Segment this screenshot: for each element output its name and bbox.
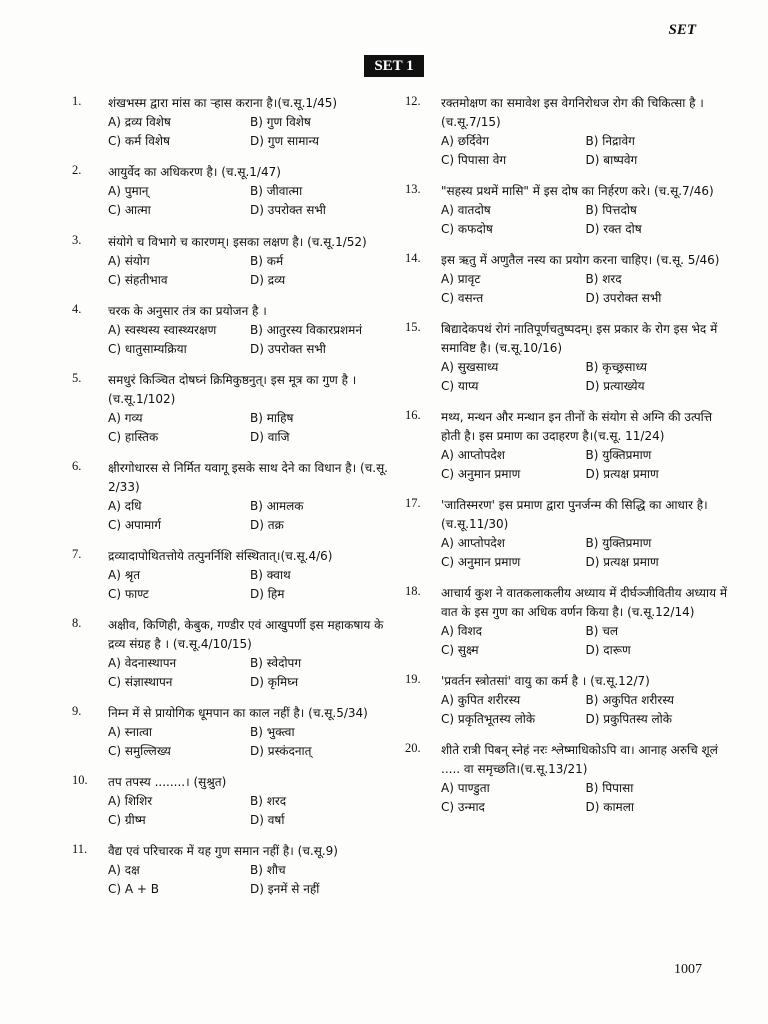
option[interactable]: B) कर्म xyxy=(250,254,284,268)
question-16 xyxy=(405,408,730,484)
question-text: 'जातिस्मरण' इस प्रमाण द्वारा पुनर्जन्म की सिद्धि का आधार है। (च.सू.11/30) xyxy=(441,498,708,531)
option[interactable]: B) निद्रावेग xyxy=(585,134,635,148)
option[interactable]: A) वेदनास्थापन xyxy=(108,656,177,670)
option[interactable]: B) अकुपित शरीरस्य xyxy=(585,693,674,707)
question-text: शंखभस्म द्वारा मांस का ऱ्हास कराना है।(च.सू.1/45) xyxy=(108,96,338,110)
question-text: आयुर्वेद का अधिकरण है। (च.सू.1/47) xyxy=(108,165,281,179)
option[interactable]: B) क्वाथ xyxy=(250,568,291,582)
question-text: "सहस्य प्रथमें मासि" में इस दोष का निर्हरण करे। (च.सू.7/46) xyxy=(441,184,714,198)
question-14 xyxy=(405,251,730,308)
options xyxy=(108,497,392,535)
question-number: 9. xyxy=(72,704,82,718)
options xyxy=(441,270,730,308)
option[interactable]: D) उपरोक्त सभी xyxy=(250,342,326,356)
option[interactable]: C) संज्ञास्थापन xyxy=(108,675,173,689)
option[interactable]: A) विशद xyxy=(441,624,483,638)
option[interactable]: A) वातदोष xyxy=(441,203,491,217)
option[interactable]: A) पाण्डुता xyxy=(441,781,490,795)
option[interactable]: C) कफदोष xyxy=(441,222,493,236)
question-1 xyxy=(72,94,392,151)
options xyxy=(108,723,392,761)
option[interactable]: B) आतुरस्य विकारप्रशमनं xyxy=(250,323,363,337)
question-text: आचार्य कुश ने वातकलाकलीय अध्याय में दीर्घञ्जीवितीय अध्याय में वात के इस गुण का अधिक वर्णन किया है। (च.सू.12/14) xyxy=(441,586,728,619)
option[interactable]: B) चल xyxy=(585,624,618,638)
option[interactable]: B) आमलक xyxy=(250,499,304,513)
question-number: 10. xyxy=(72,773,88,787)
option[interactable]: A) कुपित शरीरस्य xyxy=(441,693,521,707)
option[interactable]: B) भुक्त्वा xyxy=(250,725,295,739)
question-text: मथ्य, मन्थन और मन्थान इन तीनों के संयोग से अग्नि की उत्पत्ति होती है। इस प्रमाण का उदाहरण है।(च.सू. 11/24) xyxy=(441,410,713,443)
question-20 xyxy=(405,741,730,817)
option[interactable]: C) अनुमान प्रमाण xyxy=(441,467,521,481)
options xyxy=(108,113,392,151)
option[interactable]: A) सुखसाध्य xyxy=(441,360,499,374)
option[interactable]: B) शरद xyxy=(250,794,287,808)
set-label: SET xyxy=(668,22,696,38)
question-13 xyxy=(405,182,730,239)
options xyxy=(108,792,392,830)
question-text: चरक के अनुसार तंत्र का प्रयोजन है । xyxy=(108,304,267,318)
option[interactable]: C) प्रकृतिभूतस्य लोके xyxy=(441,712,536,726)
question-9 xyxy=(72,704,392,761)
question-text: क्षीरगोधारस से निर्मित यवागू इसके साथ देने का विधान है। (च.सू. 2/33) xyxy=(108,461,388,494)
option[interactable]: C) अपामार्ग xyxy=(108,518,162,532)
option[interactable]: D) गुण सामान्य xyxy=(250,134,319,148)
question-number: 14. xyxy=(405,251,421,265)
question-6 xyxy=(72,459,392,535)
options xyxy=(108,861,392,899)
option[interactable]: B) युक्तिप्रमाण xyxy=(585,536,652,550)
question-10 xyxy=(72,773,392,830)
options xyxy=(108,321,392,359)
question-number: 8. xyxy=(72,616,82,630)
question-18 xyxy=(405,584,730,660)
question-number: 19. xyxy=(405,672,421,686)
right-column xyxy=(405,94,730,817)
option[interactable]: D) रक्त दोष xyxy=(585,222,642,236)
options xyxy=(441,622,730,660)
options xyxy=(108,654,392,692)
option[interactable]: D) प्रकुपितस्य लोके xyxy=(585,712,672,726)
option[interactable]: C) याप्य xyxy=(441,379,479,393)
options xyxy=(441,691,730,729)
question-text: 'प्रवर्तन स्त्रोतसां' वायु का कर्म है । (च.सू.12/7) xyxy=(441,674,650,688)
options xyxy=(441,779,730,817)
option[interactable]: A) आप्तोपदेश xyxy=(441,536,505,550)
option[interactable]: C) समुल्लिख्य xyxy=(108,744,171,758)
option[interactable]: D) उपरोक्त सभी xyxy=(250,203,326,217)
option[interactable]: C) A + B xyxy=(108,882,159,896)
question-2 xyxy=(72,163,392,220)
question-text: अक्षीव, किणिही, केबुक, गण्डीर एवं आखुपर्णी इस महाकषाय के द्रव्य संग्रह है । (च.सू.4/10/15) xyxy=(108,618,384,651)
option[interactable]: A) गव्य xyxy=(108,411,143,425)
page-number: 1007 xyxy=(674,962,702,977)
question-number: 6. xyxy=(72,459,82,473)
option[interactable]: C) पिपासा वेग xyxy=(441,153,507,167)
option[interactable]: A) प्रावृट xyxy=(441,272,481,286)
question-number: 7. xyxy=(72,547,82,561)
option[interactable]: D) वाजि xyxy=(250,430,290,444)
question-text: द्रव्यादापोथितत्तोये तत्पुनर्निशि संस्थितात्।(च.सू.4/6) xyxy=(108,549,333,563)
option[interactable]: B) माहिष xyxy=(250,411,294,425)
option[interactable]: B) पित्तदोष xyxy=(585,203,637,217)
options xyxy=(108,182,392,220)
question-number: 2. xyxy=(72,163,82,177)
question-text: शीते रात्री पिबन् स्नेहं नरः श्लेष्माधिकोऽपि वा। आनाह अरुचि शूलं ..... वा समृच्छति।(च.सू.13/21) xyxy=(441,743,718,776)
option[interactable]: C) धातुसाम्यक्रिया xyxy=(108,342,187,356)
option[interactable]: A) स्नात्वा xyxy=(108,725,153,739)
option[interactable]: C) ग्रीष्म xyxy=(108,813,146,827)
option[interactable]: A) दधि xyxy=(108,499,142,513)
option[interactable]: B) जीवात्मा xyxy=(250,184,303,198)
question-number: 17. xyxy=(405,496,421,510)
option[interactable]: A) दक्ष xyxy=(108,863,140,877)
option[interactable]: A) श्रृत xyxy=(108,568,141,582)
options xyxy=(441,358,730,396)
option[interactable]: A) छर्दिवेग xyxy=(441,134,490,148)
question-number: 13. xyxy=(405,182,421,196)
question-number: 20. xyxy=(405,741,421,755)
question-text: संयोगे च विभागे च कारणम्। इसका लक्षण है। (च.सू.1/52) xyxy=(108,235,367,249)
option[interactable]: D) कामला xyxy=(585,800,634,814)
question-number: 3. xyxy=(72,233,82,247)
question-number: 11. xyxy=(72,842,88,856)
option[interactable]: D) प्रत्याख्येय xyxy=(585,379,645,393)
question-12 xyxy=(405,94,730,170)
option[interactable]: D) द्रव्य xyxy=(250,273,286,287)
option[interactable]: D) उपरोक्त सभी xyxy=(585,291,662,305)
question-text: वैद्य एवं परिचारक में यह गुण समान नहीं है। (च.सू.9) xyxy=(108,844,338,858)
question-number: 1. xyxy=(72,94,82,108)
option[interactable]: C) कर्म विशेष xyxy=(108,134,170,148)
question-text: निम्न में से प्रायोगिक धूमपान का काल नहीं है। (च.सू.5/34) xyxy=(108,706,368,720)
option[interactable]: C) वसन्त xyxy=(441,291,484,305)
left-column xyxy=(72,94,392,899)
option[interactable]: D) हिम xyxy=(250,587,285,601)
set-badge: SET 1 xyxy=(364,55,424,77)
option[interactable]: C) हास्तिक xyxy=(108,430,159,444)
question-number: 15. xyxy=(405,320,421,334)
option[interactable]: D) इनमें से नहीं xyxy=(250,882,320,896)
options xyxy=(441,132,730,170)
question-text: समधुरं किञ्चित दोषघ्नं क्रिमिकुष्ठनुत्। इस मूत्र का गुण है । (च.सू.1/102) xyxy=(108,373,357,406)
question-8 xyxy=(72,616,392,692)
question-text: बिद्यादेकपथं रोगं नातिपूर्णचतुष्पदम्। इस प्रकार के रोग इस भेद में समाविष्ट है। (च.सू.10/16) xyxy=(441,322,718,355)
question-7 xyxy=(72,547,392,604)
option[interactable]: D) वर्षा xyxy=(250,813,285,827)
question-text: तप तपस्य ........। (सुश्रुत) xyxy=(108,775,227,789)
option[interactable]: A) पुमान् xyxy=(108,184,149,198)
option[interactable]: A) द्रव्य विशेष xyxy=(108,115,171,129)
option[interactable]: B) शरद xyxy=(585,272,622,286)
option[interactable]: C) सुक्ष्म xyxy=(441,643,479,657)
option[interactable]: B) स्वेदोपग xyxy=(250,656,302,670)
question-number: 18. xyxy=(405,584,421,598)
option[interactable]: C) फाण्ट xyxy=(108,587,149,601)
question-number: 4. xyxy=(72,302,82,316)
option[interactable]: A) स्वस्थस्य स्वास्थ्यरक्षण xyxy=(108,323,217,337)
question-number: 5. xyxy=(72,371,82,385)
option[interactable]: D) तक्र xyxy=(250,518,284,532)
option[interactable]: C) उन्माद xyxy=(441,800,485,814)
option[interactable]: A) शिशिर xyxy=(108,794,153,808)
option[interactable]: C) आत्मा xyxy=(108,203,151,217)
question-17 xyxy=(405,496,730,572)
option[interactable]: C) संहतीभाव xyxy=(108,273,168,287)
question-text: रक्तमोक्षण का समावेश इस वेगनिरोधज रोग की चिकित्सा है । (च.सू.7/15) xyxy=(441,96,704,129)
option[interactable]: D) कृमिघ्न xyxy=(250,675,299,689)
options xyxy=(441,534,730,572)
question-19 xyxy=(405,672,730,729)
question-text: इस ऋतु में अणुतैल नस्य का प्रयोग करना चाहिए। (च.सू. 5/46) xyxy=(441,253,720,267)
option[interactable]: A) संयोग xyxy=(108,254,150,268)
option[interactable]: B) पिपासा xyxy=(585,781,634,795)
question-4 xyxy=(72,302,392,359)
option[interactable]: D) प्रत्यक्ष प्रमाण xyxy=(585,555,659,569)
question-15 xyxy=(405,320,730,396)
options xyxy=(108,252,392,290)
question-5 xyxy=(72,371,392,447)
options xyxy=(441,446,730,484)
option[interactable]: A) आप्तोपदेश xyxy=(441,448,505,462)
option[interactable]: D) बाष्पवेग xyxy=(585,153,638,167)
option[interactable]: B) युक्तिप्रमाण xyxy=(585,448,652,462)
option[interactable]: C) अनुमान प्रमाण xyxy=(441,555,521,569)
question-number: 16. xyxy=(405,408,421,422)
options xyxy=(108,566,392,604)
option[interactable]: B) शौच xyxy=(250,863,286,877)
option[interactable]: D) प्रत्यक्ष प्रमाण xyxy=(585,467,659,481)
option[interactable]: D) दारूण xyxy=(585,643,631,657)
option[interactable]: B) गुण विशेष xyxy=(250,115,311,129)
options xyxy=(108,409,392,447)
options xyxy=(441,201,730,239)
option[interactable]: D) प्रस्कंदनात् xyxy=(250,744,312,758)
option[interactable]: B) कृच्छ्रसाध्य xyxy=(585,360,647,374)
question-number: 12. xyxy=(405,94,421,108)
question-11 xyxy=(72,842,392,899)
question-3 xyxy=(72,233,392,290)
